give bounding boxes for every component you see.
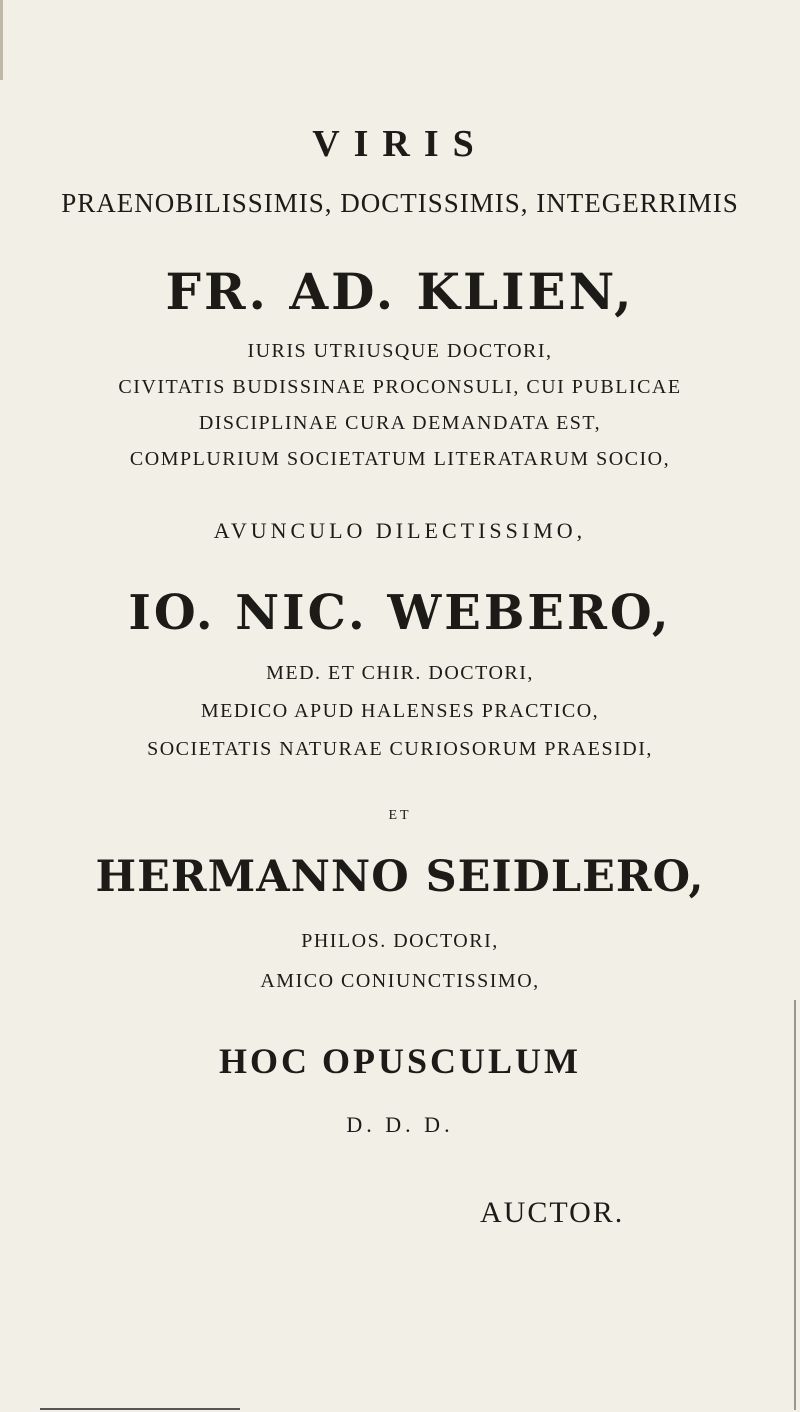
dedicatee-title: IURIS UTRIUSQUE DOCTORI, [247, 340, 553, 362]
dedicatee-title: CIVITATIS BUDISSINAE PROCONSULI, CUI PUBLICAE [118, 376, 682, 398]
dedicatee-title: MED. ET CHIR. DOCTORI, [266, 662, 534, 684]
dedicatee-name-klien: FR. AD. KLIEN, [165, 262, 635, 321]
dedicatee-title: MEDICO APUD HALENSES PRACTICO, [200, 700, 600, 722]
dedicatee-name-webero: IO. NIC. WEBERO, [128, 585, 672, 641]
heading-praenobilissimis: PRAENOBILISSIMIS, DOCTISSIMIS, INTEGERRIMIS [61, 188, 739, 218]
page-edge-shadow [0, 0, 3, 80]
dedicatee-title: SOCIETATIS NATURAE CURIOSORUM PRAESIDI, [147, 738, 653, 760]
dedicatee-relation: AVUNCULO DILECTISSIMO, [213, 518, 587, 543]
hoc-opusculum: HOC OPUSCULUM [219, 1041, 581, 1081]
dedicatee-title: PHILOS. DOCTORI, [301, 930, 499, 952]
dedicatee-title: DISCIPLINAE CURA DEMANDATA EST, [198, 412, 602, 434]
heading-viris: VIRIS [312, 123, 488, 165]
dat-dicat-dedicat: D. D. D. [346, 1112, 454, 1137]
dedicatee-relation: AMICO CONIUNCTISSIMO, [260, 970, 540, 992]
conjunction-et: ET [388, 808, 412, 823]
auctor-signature: AUCTOR. [480, 1196, 625, 1229]
dedicatee-name-seidlero: HERMANNO SEIDLERO, [95, 852, 705, 902]
page-edge-shadow [40, 1408, 240, 1410]
dedicatee-title: COMPLURIUM SOCIETATUM LITERATARUM SOCIO, [129, 448, 671, 470]
